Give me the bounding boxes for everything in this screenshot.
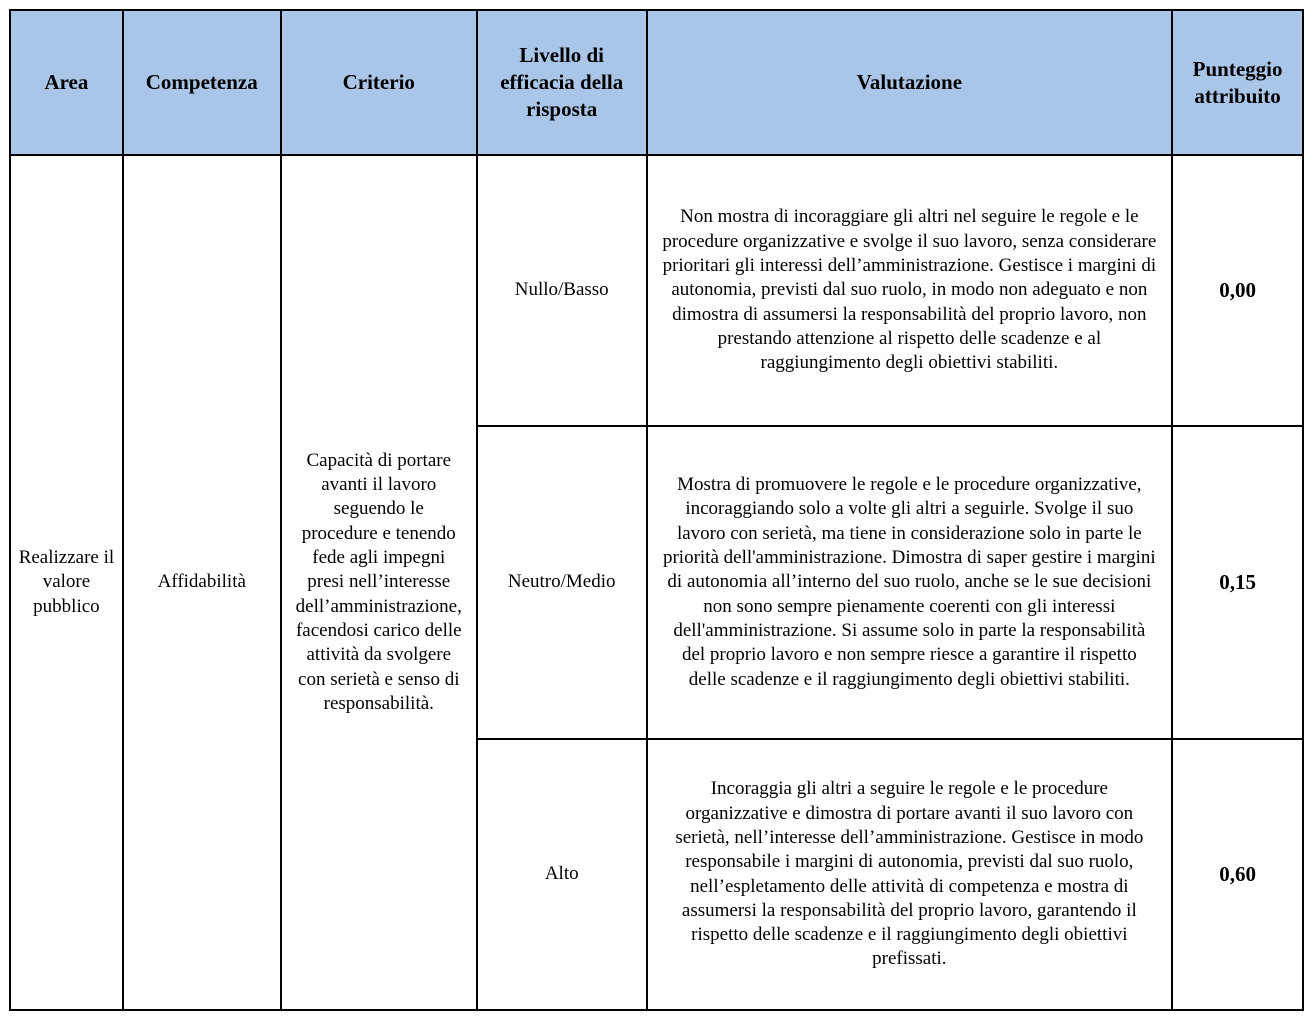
punteggio-cell: 0,15	[1172, 426, 1303, 739]
competency-table	[9, 9, 1304, 1011]
competenza-cell: Affidabilità	[123, 155, 281, 1010]
criterio-cell: Capacità di portare avanti il lavoro seguendo le procedure e tenendo fede agli impegni presi nell’interesse dell’amministrazione, facendosi carico delle attività da svolgere con serietà e senso di responsabilità.	[281, 155, 477, 1010]
header-valutazione: Valutazione	[647, 10, 1173, 155]
header-punteggio: Punteggio attribuito	[1172, 10, 1303, 155]
livello-cell: Nullo/Basso	[477, 155, 647, 426]
valutazione-cell: Non mostra di incoraggiare gli altri nel seguire le regole e le procedure organizzative e svolge il suo lavoro, senza considerare prioritari gli interessi dell’amministrazione. Gestisce i margini di autonomia, previsti dal suo ruolo, in modo non adeguato e non dimostra di assumersi la responsabilità del proprio lavoro, non prestando attenzione al rispetto delle scadenze e al raggiungimento degli obiettivi stabiliti.	[647, 155, 1173, 426]
header-criterio: Criterio	[281, 10, 477, 155]
area-cell: Realizzare il valore pubblico	[10, 155, 123, 1010]
livello-cell: Alto	[477, 739, 647, 1010]
livello-cell: Neutro/Medio	[477, 426, 647, 739]
header-competenza: Competenza	[123, 10, 281, 155]
table-body	[10, 155, 1303, 1010]
valutazione-cell: Incoraggia gli altri a seguire le regole e le procedure organizzative e dimostra di portare avanti il suo lavoro con serietà, nell’interesse dell’amministrazione. Gestisce in modo responsabile i margini di autonomia, previsti dal suo ruolo, nell’espletamento delle attività di competenza e mostra di assumersi la responsabilità del proprio lavoro, garantendo il rispetto delle scadenze e il raggiungimento degli obiettivi prefissati.	[647, 739, 1173, 1010]
table-row	[10, 155, 1303, 426]
punteggio-cell: 0,60	[1172, 739, 1303, 1010]
punteggio-cell: 0,00	[1172, 155, 1303, 426]
table-header	[10, 10, 1303, 155]
header-row	[10, 10, 1303, 155]
header-livello: Livello di efficacia della risposta	[477, 10, 647, 155]
header-area: Area	[10, 10, 123, 155]
valutazione-cell: Mostra di promuovere le regole e le procedure organizzative, incoraggiando solo a volte gli altri a seguirle. Svolge il suo lavoro con serietà, ma tiene in considerazione solo in parte le priorità dell'amministrazione. Dimostra di saper gestire i margini di autonomia all’interno del suo ruolo, anche se le sue decisioni non sono sempre pienamente coerenti con gli interessi dell'amministrazione. Si assume solo in parte la responsabilità del proprio lavoro e non sempre riesce a garantire il rispetto delle scadenze e il raggiungimento degli obiettivi stabiliti.	[647, 426, 1173, 739]
